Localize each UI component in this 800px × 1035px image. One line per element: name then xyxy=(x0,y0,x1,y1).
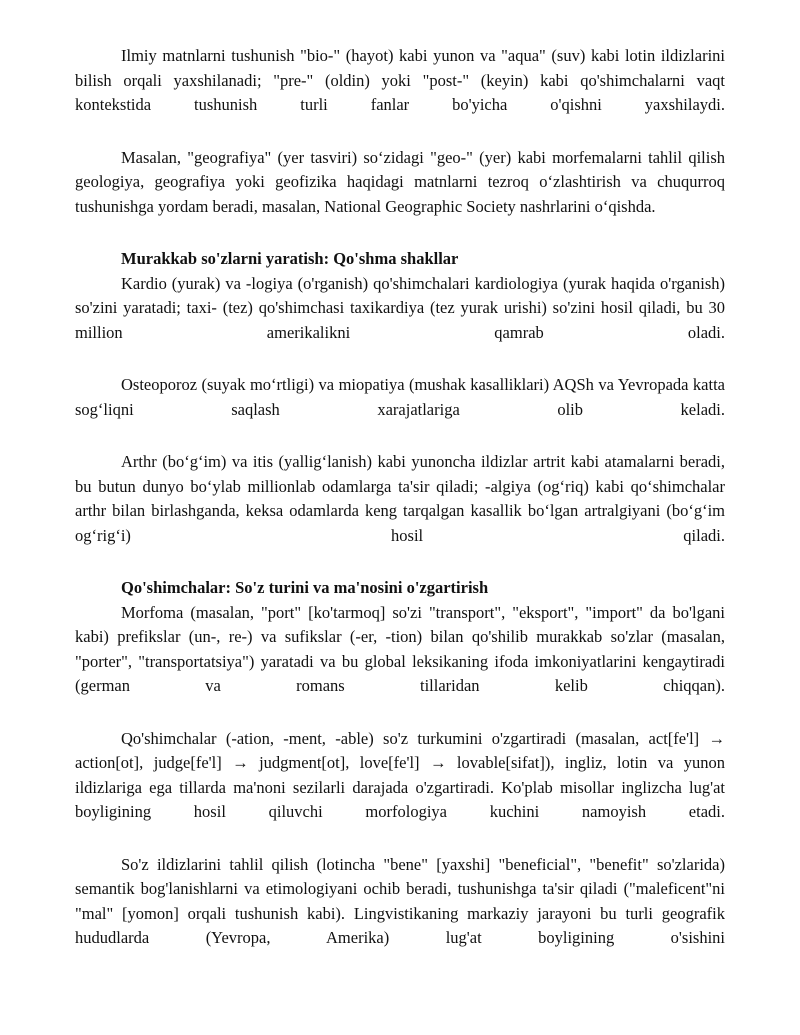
paragraph-spacer xyxy=(75,118,725,146)
paragraph: Osteoporoz (suyak mo‘rtligi) va miopatiya (mushak kasalliklari) AQSh va Yevropada katta sog‘liqni saqlash xarajatlariga olib keladi. xyxy=(75,375,725,419)
section-heading: Qo'shimchalar: So'z turini va ma'nosini o'zgartirish xyxy=(121,578,489,597)
paragraph: Qo'shimchalar (-ation, -ment, -able) so'z turkumini o'zgartiradi (masalan, act[fe'l] → action[ot], judge[fe'l] → judgment[ot], love[fe'l] → lovable[sifat]), ingliz, lotin va yunon ildizlariga ega tillarda ma'noni sezilarli darajada o'zgartiradi. Ko'plab misollar inglizcha lug'at boyligining hosil qiluvchi morfologiya kuchini namoyish etadi. xyxy=(75,728,725,821)
paragraph-spacer xyxy=(75,699,725,727)
paragraph: So'z ildizlarini tahlil qilish (lotincha "bene" [yaxshi] "beneficial", "benefit" so'zlarida) semantik bog'lanishlarni va etimologiyani ochib beradi, tushunishga ta'sir qiladi ("maleficent"ni "mal" [yomon] orqali tushunish kabi). Lingvistikaning markaziy jarayoni bu turli geografik hududlarda (Yevropa, Amerika) lug'at boyligining o'sishini xyxy=(75,854,725,947)
section-heading: Murakkab so'zlarni yaratish: Qo'shma shakllar xyxy=(121,249,459,268)
paragraph: Morfoma (masalan, "port" [ko'tarmoq] so'zi "transport", "eksport", "import" da bo'lgani kabi) prefikslar (un-, re-) va sufikslar (-er, -tion) bilan qo'shilib murakkab so'zlar (masalan, "porter", "transportatsiya") yaratadi va bu global leksikaning ifoda imkoniyatlarini kengaytiradi (german va romans tillaridan kelib chiqqan). xyxy=(75,602,725,695)
paragraph-spacer xyxy=(75,825,725,853)
paragraph-spacer xyxy=(75,548,725,576)
paragraph-spacer xyxy=(75,219,725,247)
paragraph: Masalan, "geografiya" (yer tasviri) so‘zidagi "geo-" (yer) kabi morfemalarni tahlil qilish geologiya, geografiya yoki geofizika haqidagi matnlarni tezroq o‘zlashtirish va chuqurroq tushunishga yordam beradi, masalan, National Geographic Society nashrlarini o‘qishda. xyxy=(75,147,725,216)
paragraph: Arthr (bo‘g‘im) va itis (yallig‘lanish) kabi yunoncha ildizlar artrit kabi atamalarni beradi, bu butun dunyo bo‘ylab millionlab odamlarga ta'sir qiladi; -algiya (og‘riq) kabi qo‘shimchalar arthr bilan birlashganda, keksa odamlarda keng tarqalgan kasallik bo‘lgan artralgiyani (bo‘g‘im og‘rig‘i) hosil qiladi. xyxy=(75,452,725,545)
paragraph-spacer xyxy=(75,345,725,373)
paragraph: Kardio (yurak) va -logiya (o'rganish) qo'shimchalari kardiologiya (yurak haqida o'rganish) so'zini yaratadi; taxi- (tez) qo'shimchasi taxikardiya (tez yurak urishi) so'zini hosil qiladi, bu 30 million amerikalikni qamrab oladi. xyxy=(75,273,725,342)
paragraph: Ilmiy matnlarni tushunish "bio-" (hayot) kabi yunon va "aqua" (suv) kabi lotin ildizlarini bilish orqali yaxshilanadi; "pre-" (oldin) yoki "post-" (keyin) kabi qo'shimchalarni vaqt kontekstida tushunish turli fanlar bo'yicha o'qishni yaxshilaydi. xyxy=(75,46,725,114)
paragraph-spacer xyxy=(75,422,725,450)
